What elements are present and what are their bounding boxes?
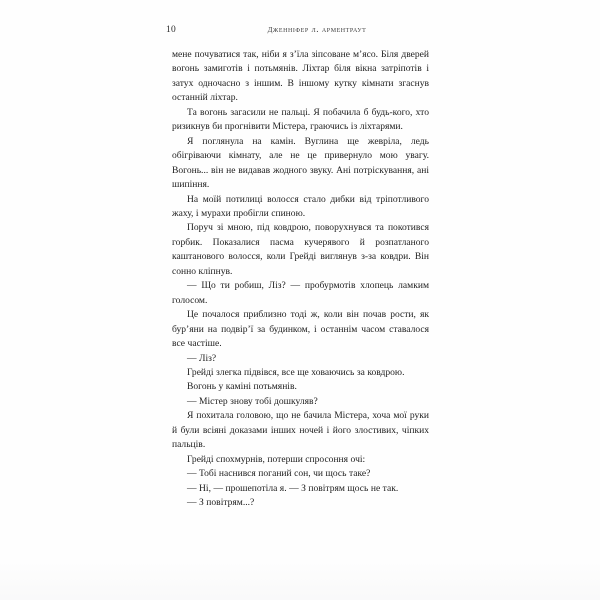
paragraph-dialogue: — З повітрям...?	[187, 497, 255, 509]
running-head-author: дженніфер л. арментраут	[267, 24, 367, 35]
paragraph: Вогонь у каміні потьмянів.	[187, 381, 297, 393]
paragraph-dialogue: — Містер знову тобі дошкуляв?	[187, 395, 318, 407]
paragraph: Я похитала головою, що не бачила Містера, хоча мої руки й були всіяні доказами інших ночей і його злостивих, чіпких пальців.	[172, 410, 429, 451]
paragraph: Грейді злегка підвівся, все ще ховаючись за ковдрою.	[187, 366, 405, 378]
paragraph: мене почуватися так, ніби я з’їла зіпсоване м’ясо. Біля дверей вогонь замиготів і потьмянів. Ліхтар біля вікна затріпотів і затух одночасно з іншим. В іншому кутку кімнати згаснув останній ліхтар.	[172, 49, 429, 104]
paragraph-dialogue: — Ні, — прошепотіла я. — З повітрям щось не так.	[187, 482, 399, 494]
paragraph-dialogue: — Що ти робиш, Ліз? — пробурмотів хлопець ламким голосом.	[172, 280, 429, 306]
paragraph: Я поглянула на камін. Вуглина ще жевріла, ледь обігріваючи кімнату, але не це привернуло мою увагу. Вогонь... він не видавав жодного звуку. Ані потріскування, ані шипіння.	[172, 135, 429, 191]
page-number: 10	[166, 25, 176, 35]
paragraph: Поруч зі мною, під ковдрою, поворухнувся та покотився горбик. Показалися пасма кучерявого й розпатланого каштанового волосся, коли Грейді виглянув з-за ковдри. Він сонно кліпнув.	[172, 222, 429, 277]
paragraph: Та вогонь загасили не пальці. Я побачила б будь-кого, хто ризикнув би прогнівити Містера, граючись із ліхтарями.	[172, 106, 429, 133]
scan-gradient	[0, 560, 600, 600]
paragraph: На моїй потилиці волосся стало дибки від тріпотливого жаху, і мурахи пробігли спиною.	[172, 193, 429, 219]
paragraph: Грейді спохмурнів, потерши спросоння очі:	[187, 453, 366, 465]
body-text-block	[172, 48, 429, 511]
paragraph-dialogue: — Тобі наснився поганий сон, чи щось таке?	[187, 468, 371, 480]
running-head	[166, 24, 430, 40]
paragraph-dialogue: — Ліз?	[187, 352, 217, 364]
paragraph: Це почалося приблизно тоді ж, коли він почав рости, як бур’яни на подвір’ї за будинком, і останнім часом ставалося все частіше.	[172, 309, 429, 350]
